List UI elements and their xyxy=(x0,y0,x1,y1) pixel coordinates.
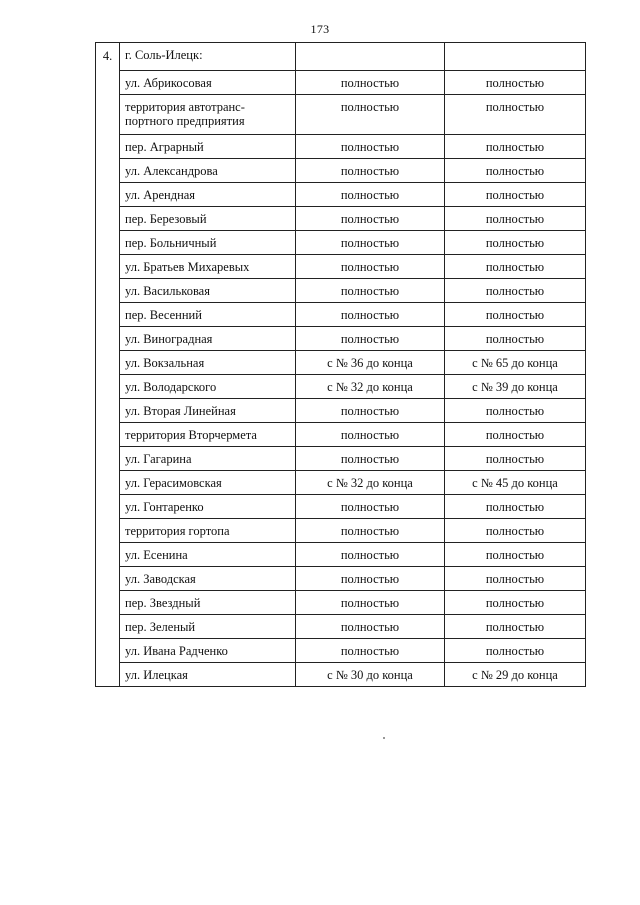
odd-range: полностью xyxy=(445,495,586,519)
table-row xyxy=(96,495,586,519)
street-name: пер. Березовый xyxy=(120,207,296,231)
odd-range: полностью xyxy=(445,303,586,327)
odd-range: полностью xyxy=(445,447,586,471)
table-row xyxy=(96,639,586,663)
even-cell-empty xyxy=(296,43,445,71)
table-row xyxy=(96,543,586,567)
odd-range: полностью xyxy=(445,231,586,255)
odd-range: полностью xyxy=(445,95,586,135)
table-row xyxy=(96,71,586,95)
street-name: ул. Александрова xyxy=(120,159,296,183)
table-row xyxy=(96,471,586,495)
even-range: с № 32 до конца xyxy=(296,375,445,399)
table-row xyxy=(96,375,586,399)
table-row xyxy=(96,95,586,135)
street-name: пер. Весенний xyxy=(120,303,296,327)
table-row xyxy=(96,327,586,351)
odd-range: полностью xyxy=(445,399,586,423)
odd-cell-empty xyxy=(445,43,586,71)
street-name: ул. Гагарина xyxy=(120,447,296,471)
table-row xyxy=(96,663,586,687)
even-range: полностью xyxy=(296,567,445,591)
even-range: полностью xyxy=(296,135,445,159)
table-row-city xyxy=(96,43,586,71)
page-number: 173 xyxy=(310,22,330,36)
street-name: ул. Гонтаренко xyxy=(120,495,296,519)
odd-range: полностью xyxy=(445,71,586,95)
table-row xyxy=(96,519,586,543)
street-name: ул. Володарского xyxy=(120,375,296,399)
street-name: ул. Арендная xyxy=(120,183,296,207)
even-range: полностью xyxy=(296,95,445,135)
even-range: полностью xyxy=(296,423,445,447)
table-row xyxy=(96,207,586,231)
street-name: ул. Васильковая xyxy=(120,279,296,303)
even-range: полностью xyxy=(296,207,445,231)
table-row xyxy=(96,183,586,207)
city-name: г. Соль-Илецк: xyxy=(120,43,296,71)
even-range: полностью xyxy=(296,495,445,519)
street-name: пер. Аграрный xyxy=(120,135,296,159)
odd-range: полностью xyxy=(445,135,586,159)
table-row xyxy=(96,279,586,303)
even-range: полностью xyxy=(296,231,445,255)
table-row xyxy=(96,351,586,375)
odd-range: полностью xyxy=(445,279,586,303)
street-name: ул. Абрикосовая xyxy=(120,71,296,95)
table-row xyxy=(96,423,586,447)
table-row xyxy=(96,567,586,591)
even-range: полностью xyxy=(296,591,445,615)
table-row xyxy=(96,135,586,159)
even-range: полностью xyxy=(296,615,445,639)
street-name: ул. Герасимовская xyxy=(120,471,296,495)
even-range: полностью xyxy=(296,159,445,183)
table-row xyxy=(96,303,586,327)
street-name: ул. Есенина xyxy=(120,543,296,567)
even-range: полностью xyxy=(296,303,445,327)
even-range: полностью xyxy=(296,447,445,471)
odd-range: полностью xyxy=(445,327,586,351)
street-name: ул. Илецкая xyxy=(120,663,296,687)
odd-range: полностью xyxy=(445,543,586,567)
street-name: пер. Больничный xyxy=(120,231,296,255)
odd-range: полностью xyxy=(445,639,586,663)
table-row xyxy=(96,399,586,423)
even-range: с № 36 до конца xyxy=(296,351,445,375)
odd-range: полностью xyxy=(445,615,586,639)
even-range: полностью xyxy=(296,399,445,423)
odd-range: полностью xyxy=(445,159,586,183)
odd-range: полностью xyxy=(445,183,586,207)
street-name: ул. Братьев Михаревых xyxy=(120,255,296,279)
even-range: полностью xyxy=(296,639,445,663)
street-name: пер. Зеленый xyxy=(120,615,296,639)
odd-range: с № 29 до конца xyxy=(445,663,586,687)
even-range: полностью xyxy=(296,255,445,279)
even-range: полностью xyxy=(296,71,445,95)
odd-range: полностью xyxy=(445,207,586,231)
street-name: ул. Ивана Радченко xyxy=(120,639,296,663)
streets-table-body xyxy=(96,43,586,687)
table-row xyxy=(96,255,586,279)
even-range: с № 30 до конца xyxy=(296,663,445,687)
table-row xyxy=(96,591,586,615)
street-name: ул. Заводская xyxy=(120,567,296,591)
streets-table xyxy=(95,42,586,687)
even-range: полностью xyxy=(296,327,445,351)
odd-range: с № 45 до конца xyxy=(445,471,586,495)
street-name: территория автотранс-портного предприятия xyxy=(120,95,296,135)
street-name: ул. Виноградная xyxy=(120,327,296,351)
odd-range: с № 65 до конца xyxy=(445,351,586,375)
even-range: полностью xyxy=(296,279,445,303)
even-range: полностью xyxy=(296,519,445,543)
odd-range: полностью xyxy=(445,255,586,279)
street-name: ул. Вторая Линейная xyxy=(120,399,296,423)
table-row xyxy=(96,615,586,639)
even-range: с № 32 до конца xyxy=(296,471,445,495)
section-number: 4. xyxy=(96,43,120,687)
odd-range: полностью xyxy=(445,567,586,591)
odd-range: полностью xyxy=(445,423,586,447)
even-range: полностью xyxy=(296,183,445,207)
street-name: территория Вторчермета xyxy=(120,423,296,447)
odd-range: с № 39 до конца xyxy=(445,375,586,399)
even-range: полностью xyxy=(296,543,445,567)
odd-range: полностью xyxy=(445,591,586,615)
table-row xyxy=(96,231,586,255)
table-row xyxy=(96,447,586,471)
street-name: ул. Вокзальная xyxy=(120,351,296,375)
scan-speck xyxy=(383,737,385,739)
table-row xyxy=(96,159,586,183)
odd-range: полностью xyxy=(445,519,586,543)
street-name: пер. Звездный xyxy=(120,591,296,615)
street-name: территория гортопа xyxy=(120,519,296,543)
